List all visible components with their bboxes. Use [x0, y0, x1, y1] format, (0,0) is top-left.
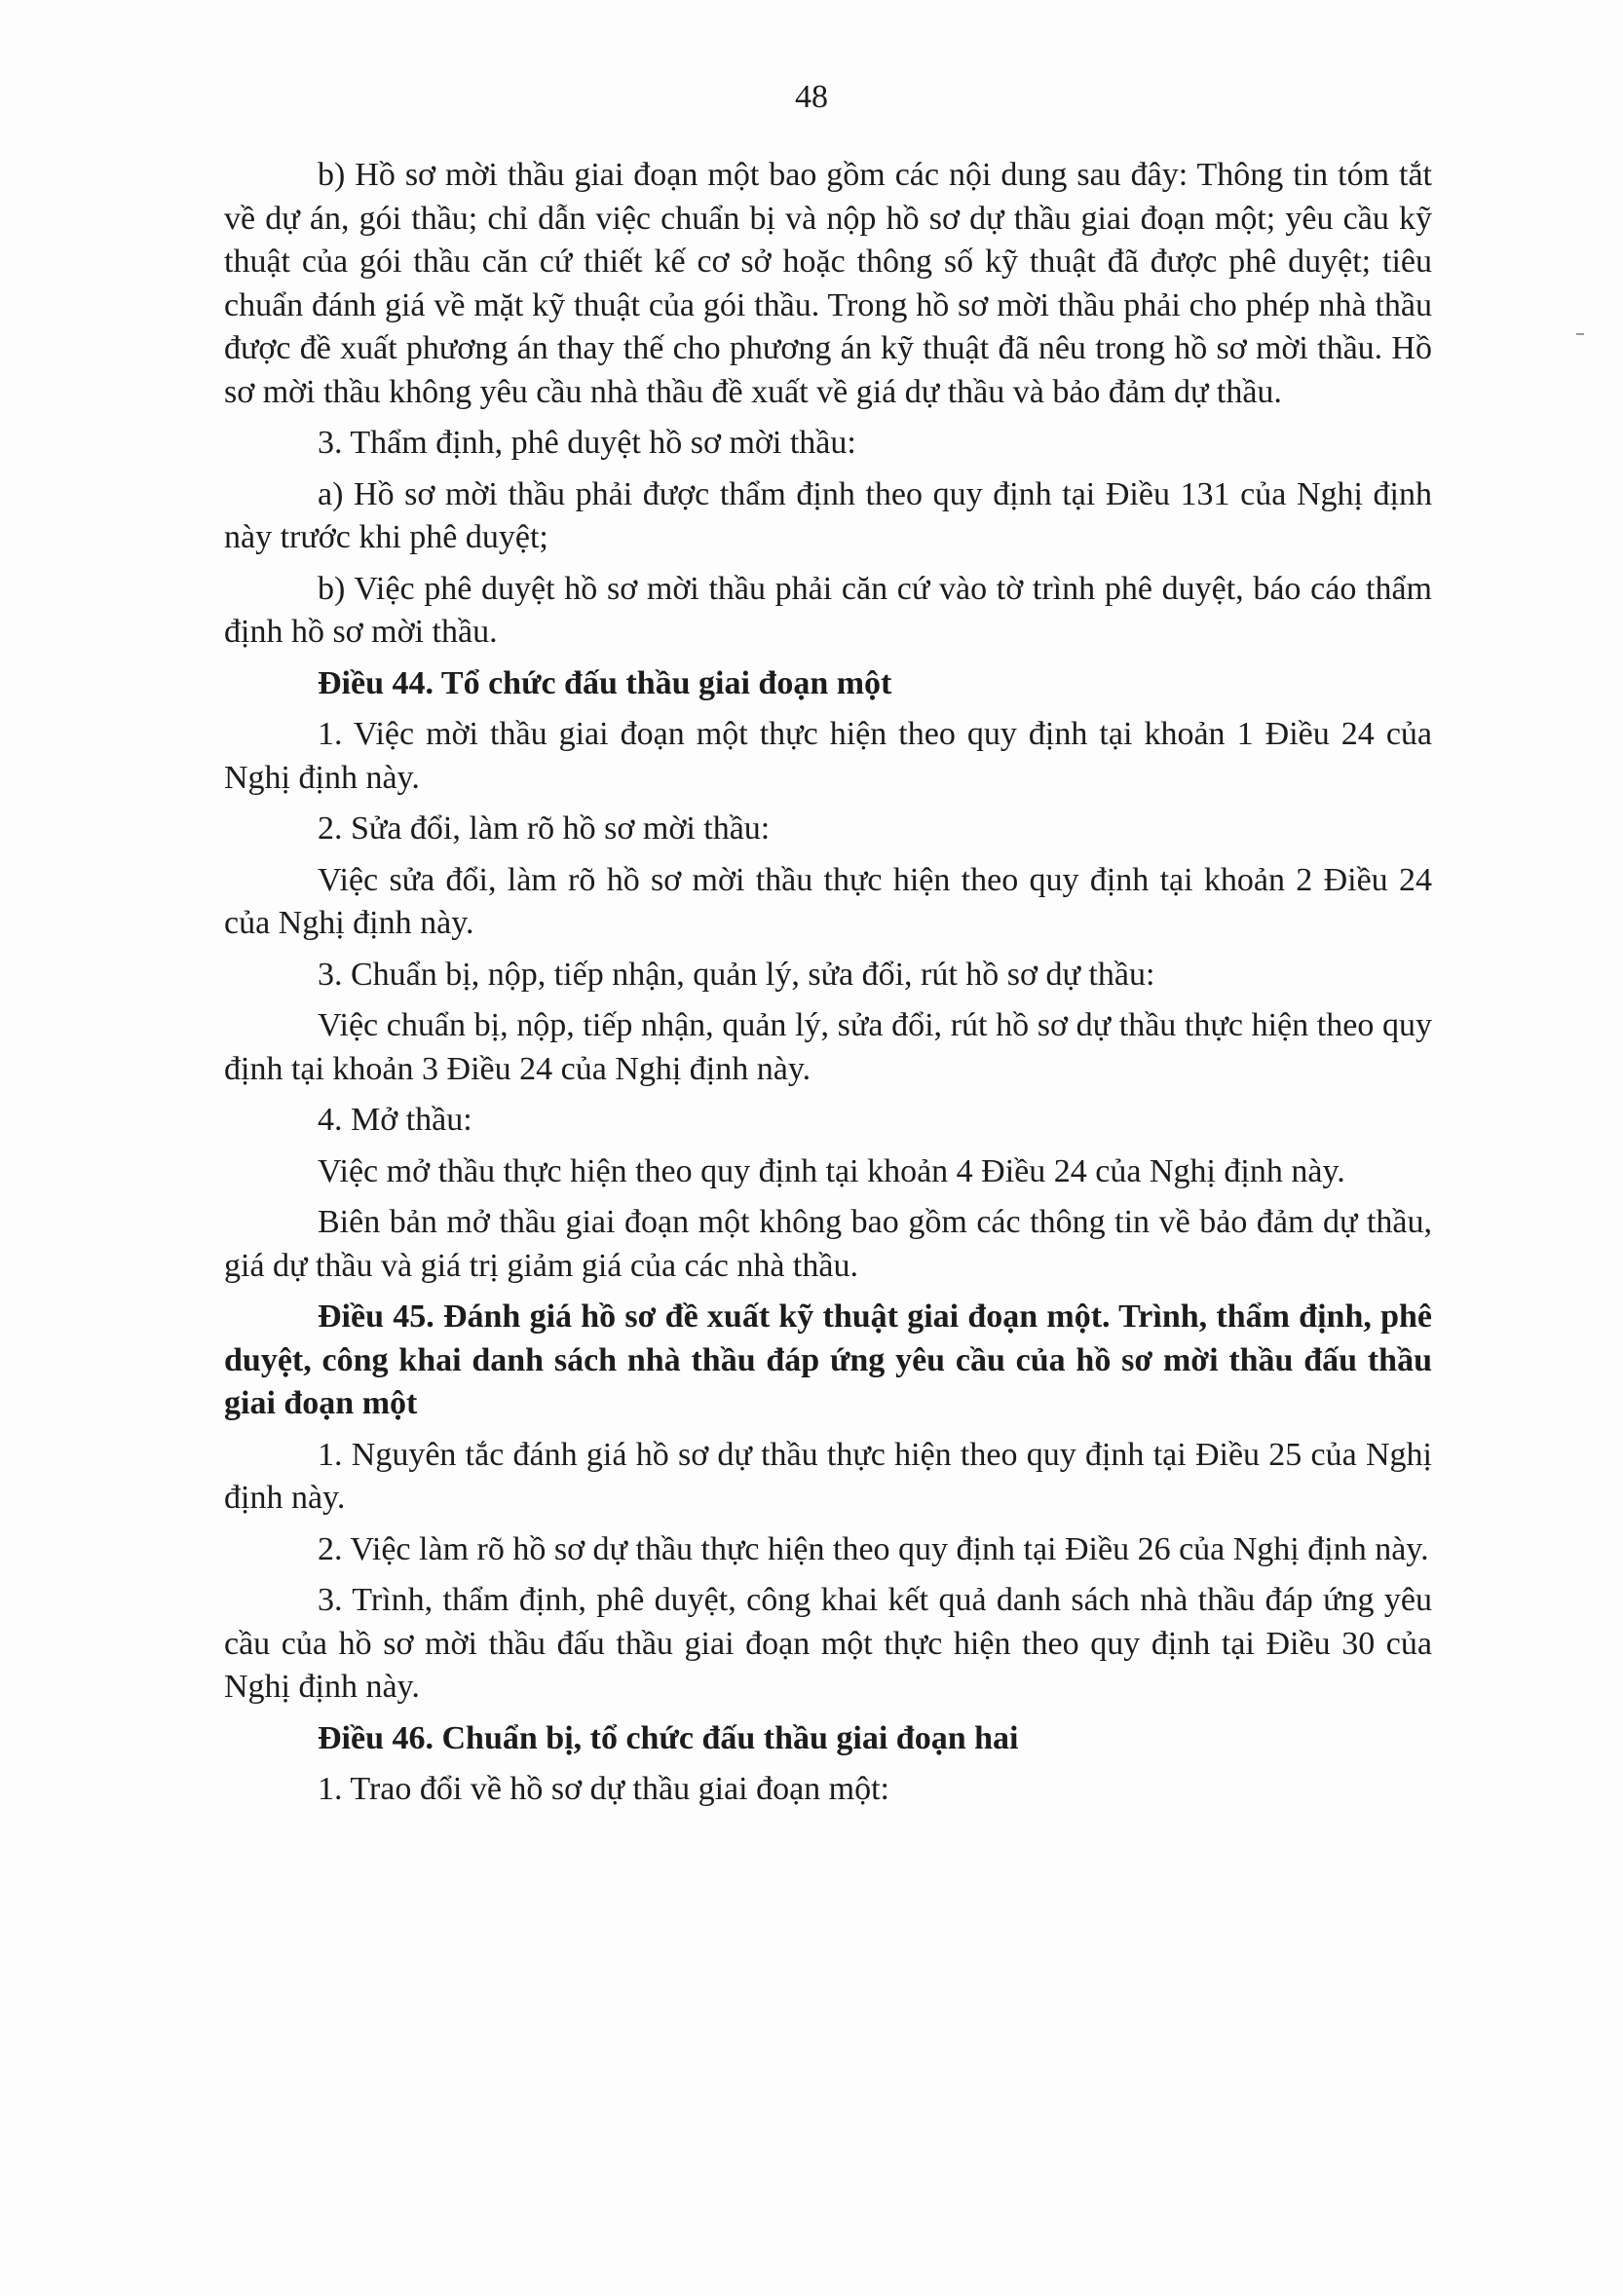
paragraph-45-2: 2. Việc làm rõ hồ sơ dự thầu thực hiện theo quy định tại Điều 26 của Nghị định này. [318, 1530, 1429, 1567]
paragraph-44-2-text: Việc sửa đổi, làm rõ hồ sơ mời thầu thực hiện theo quy định tại khoản 2 Điều 24 của Nghị định này. [224, 861, 1432, 941]
paragraph-44-3-text: Việc chuẩn bị, nộp, tiếp nhận, quản lý, sửa đổi, rút hồ sơ dự thầu thực hiện theo quy định tại khoản 3 Điều 24 của Nghị định này. [224, 1007, 1432, 1087]
paragraph-44-4-minutes: Biên bản mở thầu giai đoạn một không bao gồm các thông tin về bảo đảm dự thầu, giá dự thầu và giá trị giảm giá của các nhà thầu. [224, 1204, 1432, 1284]
article-45-heading: Điều 45. Đánh giá hồ sơ đề xuất kỹ thuật giai đoạn một. Trình, thẩm định, phê duyệt, công khai danh sách nhà thầu đáp ứng yêu cầu của hồ sơ mời thầu đấu thầu giai đoạn một [224, 1299, 1432, 1421]
paragraph-43-3a: a) Hồ sơ mời thầu phải được thẩm định theo quy định tại Điều 131 của Nghị định này trước khi phê duyệt; [224, 475, 1432, 555]
paragraph-44-4: 4. Mở thầu: [318, 1102, 472, 1138]
paragraph-45-1: 1. Nguyên tắc đánh giá hồ sơ dự thầu thực hiện theo quy định tại Điều 25 của Nghị định này. [224, 1436, 1432, 1516]
paragraph-43-3: 3. Thẩm định, phê duyệt hồ sơ mời thầu: [318, 425, 856, 461]
paragraph-44-4-text: Việc mở thầu thực hiện theo quy định tại khoản 4 Điều 24 của Nghị định này. [318, 1152, 1345, 1189]
document-body [224, 154, 1432, 1820]
paragraph-44-2: 2. Sửa đổi, làm rõ hồ sơ mời thầu: [318, 810, 771, 847]
article-46-heading: Điều 46. Chuẩn bị, tổ chức đấu thầu giai đoạn hai [318, 1719, 1019, 1756]
paragraph-44-1: 1. Việc mời thầu giai đoạn một thực hiện theo quy định tại khoản 1 Điều 24 của Nghị định này. [224, 716, 1432, 796]
article-44-heading: Điều 44. Tổ chức đấu thầu giai đoạn một [318, 664, 892, 701]
paragraph-46-1: 1. Trao đổi về hồ sơ dự thầu giai đoạn một: [318, 1771, 889, 1807]
paragraph-43-3b: b) Việc phê duyệt hồ sơ mời thầu phải căn cứ vào tờ trình phê duyệt, báo cáo thẩm định hồ sơ mời thầu. [224, 570, 1432, 650]
paragraph-43-2b: b) Hồ sơ mời thầu giai đoạn một bao gồm các nội dung sau đây: Thông tin tóm tắt về dự án, gói thầu; chỉ dẫn việc chuẩn bị và nộp hồ sơ dự thầu giai đoạn một; yêu cầu kỹ thuật của gói thầu căn cứ thiết kế cơ sở hoặc thông số kỹ thuật đã được phê duyệt; tiêu chuẩn đánh giá về mặt kỹ thuật của gói thầu. Trong hồ sơ mời thầu phải cho phép nhà thầu được đề xuất phương án thay thế cho phương án kỹ thuật đã nêu trong hồ sơ mời thầu. Hồ sơ mời thầu không yêu cầu nhà thầu đề xuất về giá dự thầu và bảo đảm dự thầu. [224, 157, 1432, 410]
paragraph-44-3: 3. Chuẩn bị, nộp, tiếp nhận, quản lý, sửa đổi, rút hồ sơ dự thầu: [318, 956, 1155, 993]
paragraph-45-3: 3. Trình, thẩm định, phê duyệt, công khai kết quả danh sách nhà thầu đáp ứng yêu cầu của hồ sơ mời thầu đấu thầu giai đoạn một thực hiện theo quy định tại Điều 30 của Nghị định này. [224, 1582, 1432, 1705]
page-number: 48 [795, 79, 828, 115]
margin-mark [1576, 333, 1584, 335]
